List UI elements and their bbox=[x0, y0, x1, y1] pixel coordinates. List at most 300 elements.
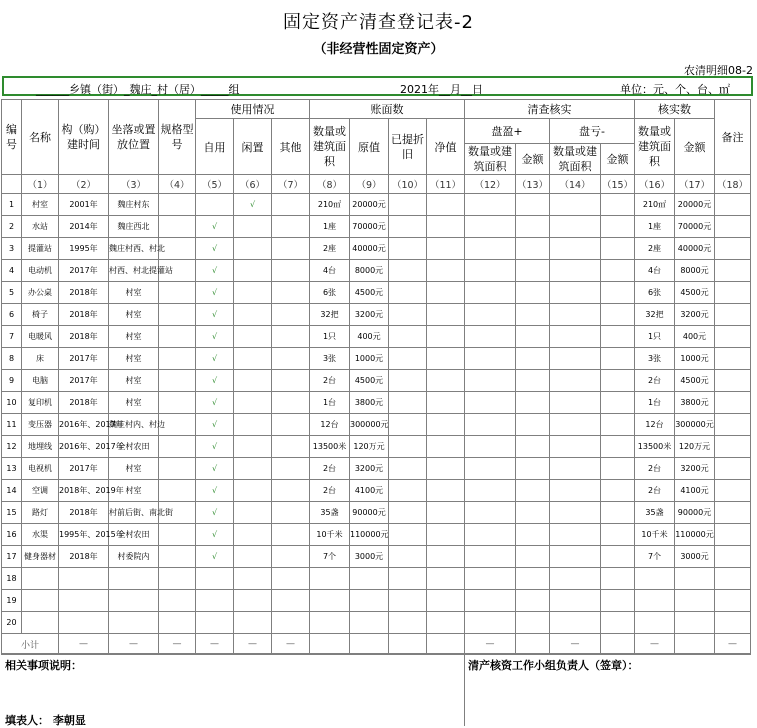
cell-remark[interactable] bbox=[715, 216, 751, 238]
cell-depreciation[interactable] bbox=[389, 546, 427, 568]
cell-remark[interactable] bbox=[715, 480, 751, 502]
cell-deficit-qty[interactable] bbox=[550, 326, 601, 348]
cell-deficit-amount[interactable] bbox=[601, 546, 635, 568]
cell-surplus-qty[interactable] bbox=[465, 414, 516, 436]
cell-spec[interactable] bbox=[159, 282, 196, 304]
cell-net-value[interactable] bbox=[427, 436, 465, 458]
cell-remark[interactable] bbox=[715, 326, 751, 348]
cell-row-no[interactable]: 18 bbox=[2, 568, 22, 590]
cell-other[interactable] bbox=[272, 194, 310, 216]
cell-verified-qty[interactable]: 1座 bbox=[635, 216, 675, 238]
cell-deficit-qty[interactable] bbox=[550, 480, 601, 502]
cell-build-time[interactable]: 2018年 bbox=[59, 326, 109, 348]
cell-remark[interactable] bbox=[715, 502, 751, 524]
cell-idle[interactable] bbox=[234, 568, 272, 590]
cell-spec[interactable] bbox=[159, 326, 196, 348]
cell-row-no[interactable]: 8 bbox=[2, 348, 22, 370]
cell-deficit-qty[interactable] bbox=[550, 282, 601, 304]
cell-book-qty[interactable]: 3张 bbox=[310, 348, 350, 370]
cell-depreciation[interactable] bbox=[389, 238, 427, 260]
cell-build-time[interactable]: 2016年、2017年 bbox=[59, 436, 109, 458]
cell-verified-qty[interactable]: 2台 bbox=[635, 480, 675, 502]
cell-row-no[interactable]: 16 bbox=[2, 524, 22, 546]
cell-deficit-qty[interactable] bbox=[550, 260, 601, 282]
cell-verified-amount[interactable]: 400元 bbox=[675, 326, 715, 348]
cell-row-no[interactable]: 13 bbox=[2, 458, 22, 480]
cell-self-use[interactable]: √ bbox=[196, 480, 234, 502]
cell-book-qty[interactable]: 10千米 bbox=[310, 524, 350, 546]
cell-book-qty[interactable]: 1台 bbox=[310, 392, 350, 414]
cell-surplus-amount[interactable] bbox=[516, 260, 550, 282]
cell-idle[interactable] bbox=[234, 546, 272, 568]
cell-surplus-amount[interactable] bbox=[516, 502, 550, 524]
cell-depreciation[interactable] bbox=[389, 370, 427, 392]
cell-self-use[interactable]: √ bbox=[196, 304, 234, 326]
cell-book-qty[interactable] bbox=[310, 590, 350, 612]
cell-verified-amount[interactable]: 4500元 bbox=[675, 282, 715, 304]
cell-book-qty[interactable]: 2台 bbox=[310, 370, 350, 392]
cell-net-value[interactable] bbox=[427, 480, 465, 502]
cell-asset-name[interactable]: 提灌站 bbox=[22, 238, 59, 260]
cell-verified-qty[interactable]: 210㎡ bbox=[635, 194, 675, 216]
cell-asset-name[interactable]: 电脑 bbox=[22, 370, 59, 392]
cell-depreciation[interactable] bbox=[389, 282, 427, 304]
cell-net-value[interactable] bbox=[427, 216, 465, 238]
cell-verified-amount[interactable]: 3200元 bbox=[675, 458, 715, 480]
cell-net-value[interactable] bbox=[427, 612, 465, 634]
cell-idle[interactable] bbox=[234, 260, 272, 282]
cell-idle[interactable] bbox=[234, 480, 272, 502]
cell-idle[interactable] bbox=[234, 304, 272, 326]
cell-depreciation[interactable] bbox=[389, 612, 427, 634]
cell-orig-value[interactable]: 1000元 bbox=[350, 348, 389, 370]
cell-orig-value[interactable]: 110000元 bbox=[350, 524, 389, 546]
cell-asset-name[interactable]: 电动机 bbox=[22, 260, 59, 282]
cell-self-use[interactable]: √ bbox=[196, 326, 234, 348]
cell-build-time[interactable] bbox=[59, 612, 109, 634]
cell-verified-qty[interactable]: 1台 bbox=[635, 392, 675, 414]
cell-net-value[interactable] bbox=[427, 590, 465, 612]
cell-deficit-amount[interactable] bbox=[601, 304, 635, 326]
cell-depreciation[interactable] bbox=[389, 568, 427, 590]
cell-orig-value[interactable]: 4500元 bbox=[350, 370, 389, 392]
cell-asset-name[interactable] bbox=[22, 590, 59, 612]
cell-deficit-qty[interactable] bbox=[550, 414, 601, 436]
cell-orig-value[interactable]: 400元 bbox=[350, 326, 389, 348]
cell-row-no[interactable]: 14 bbox=[2, 480, 22, 502]
cell-depreciation[interactable] bbox=[389, 216, 427, 238]
cell-surplus-qty[interactable] bbox=[465, 458, 516, 480]
cell-surplus-qty[interactable] bbox=[465, 238, 516, 260]
cell-idle[interactable] bbox=[234, 590, 272, 612]
cell-deficit-amount[interactable] bbox=[601, 370, 635, 392]
cell-deficit-qty[interactable] bbox=[550, 612, 601, 634]
cell-net-value[interactable] bbox=[427, 458, 465, 480]
cell-verified-amount[interactable]: 3200元 bbox=[675, 304, 715, 326]
cell-deficit-amount[interactable] bbox=[601, 568, 635, 590]
cell-location[interactable] bbox=[109, 612, 159, 634]
cell-depreciation[interactable] bbox=[389, 524, 427, 546]
cell-idle[interactable] bbox=[234, 612, 272, 634]
cell-verified-amount[interactable]: 3800元 bbox=[675, 392, 715, 414]
cell-location[interactable]: 全村农田 bbox=[109, 436, 159, 458]
cell-other[interactable] bbox=[272, 502, 310, 524]
cell-build-time[interactable]: 2018年 bbox=[59, 282, 109, 304]
cell-idle[interactable] bbox=[234, 458, 272, 480]
cell-surplus-amount[interactable] bbox=[516, 458, 550, 480]
cell-row-no[interactable]: 20 bbox=[2, 612, 22, 634]
cell-build-time[interactable]: 1995年 bbox=[59, 238, 109, 260]
cell-build-time[interactable]: 2018年 bbox=[59, 502, 109, 524]
cell-surplus-qty[interactable] bbox=[465, 436, 516, 458]
cell-verified-qty[interactable]: 12台 bbox=[635, 414, 675, 436]
cell-build-time[interactable]: 2018年 bbox=[59, 546, 109, 568]
cell-idle[interactable] bbox=[234, 348, 272, 370]
cell-deficit-amount[interactable] bbox=[601, 436, 635, 458]
cell-location[interactable]: 村室 bbox=[109, 326, 159, 348]
cell-self-use[interactable]: √ bbox=[196, 546, 234, 568]
cell-surplus-amount[interactable] bbox=[516, 194, 550, 216]
cell-orig-value[interactable]: 300000元 bbox=[350, 414, 389, 436]
cell-depreciation[interactable] bbox=[389, 458, 427, 480]
cell-surplus-qty[interactable] bbox=[465, 216, 516, 238]
cell-other[interactable] bbox=[272, 458, 310, 480]
cell-other[interactable] bbox=[272, 348, 310, 370]
cell-asset-name[interactable]: 水渠 bbox=[22, 524, 59, 546]
cell-surplus-qty[interactable] bbox=[465, 590, 516, 612]
cell-self-use[interactable]: √ bbox=[196, 216, 234, 238]
cell-deficit-amount[interactable] bbox=[601, 480, 635, 502]
cell-net-value[interactable] bbox=[427, 502, 465, 524]
cell-build-time[interactable]: 2018年、2019年 bbox=[59, 480, 109, 502]
cell-net-value[interactable] bbox=[427, 260, 465, 282]
cell-net-value[interactable] bbox=[427, 194, 465, 216]
cell-surplus-amount[interactable] bbox=[516, 282, 550, 304]
cell-deficit-amount[interactable] bbox=[601, 392, 635, 414]
cell-deficit-qty[interactable] bbox=[550, 194, 601, 216]
cell-asset-name[interactable]: 村室 bbox=[22, 194, 59, 216]
cell-self-use[interactable]: √ bbox=[196, 238, 234, 260]
cell-idle[interactable] bbox=[234, 326, 272, 348]
cell-orig-value[interactable]: 40000元 bbox=[350, 238, 389, 260]
cell-book-qty[interactable]: 13500米 bbox=[310, 436, 350, 458]
cell-book-qty[interactable]: 2台 bbox=[310, 458, 350, 480]
cell-deficit-amount[interactable] bbox=[601, 414, 635, 436]
cell-verified-qty[interactable] bbox=[635, 590, 675, 612]
cell-depreciation[interactable] bbox=[389, 194, 427, 216]
cell-surplus-qty[interactable] bbox=[465, 348, 516, 370]
cell-surplus-amount[interactable] bbox=[516, 370, 550, 392]
cell-deficit-qty[interactable] bbox=[550, 238, 601, 260]
cell-build-time[interactable]: 2017年 bbox=[59, 260, 109, 282]
cell-surplus-qty[interactable] bbox=[465, 612, 516, 634]
cell-self-use[interactable]: √ bbox=[196, 458, 234, 480]
cell-other[interactable] bbox=[272, 524, 310, 546]
cell-deficit-qty[interactable] bbox=[550, 502, 601, 524]
cell-remark[interactable] bbox=[715, 282, 751, 304]
cell-depreciation[interactable] bbox=[389, 590, 427, 612]
cell-spec[interactable] bbox=[159, 194, 196, 216]
cell-deficit-qty[interactable] bbox=[550, 348, 601, 370]
cell-other[interactable] bbox=[272, 370, 310, 392]
cell-surplus-qty[interactable] bbox=[465, 282, 516, 304]
cell-row-no[interactable]: 10 bbox=[2, 392, 22, 414]
cell-verified-qty[interactable] bbox=[635, 612, 675, 634]
cell-remark[interactable] bbox=[715, 348, 751, 370]
cell-verified-amount[interactable]: 4500元 bbox=[675, 370, 715, 392]
cell-remark[interactable] bbox=[715, 524, 751, 546]
cell-self-use[interactable]: √ bbox=[196, 502, 234, 524]
cell-remark[interactable] bbox=[715, 370, 751, 392]
cell-net-value[interactable] bbox=[427, 568, 465, 590]
cell-verified-amount[interactable]: 8000元 bbox=[675, 260, 715, 282]
cell-build-time[interactable]: 2018年 bbox=[59, 392, 109, 414]
cell-idle[interactable] bbox=[234, 370, 272, 392]
cell-location[interactable]: 村室 bbox=[109, 370, 159, 392]
cell-idle[interactable] bbox=[234, 414, 272, 436]
cell-deficit-qty[interactable] bbox=[550, 590, 601, 612]
cell-deficit-amount[interactable] bbox=[601, 348, 635, 370]
cell-spec[interactable] bbox=[159, 392, 196, 414]
cell-verified-qty[interactable]: 10千米 bbox=[635, 524, 675, 546]
cell-spec[interactable] bbox=[159, 436, 196, 458]
cell-book-qty[interactable]: 2台 bbox=[310, 480, 350, 502]
cell-spec[interactable] bbox=[159, 568, 196, 590]
cell-deficit-amount[interactable] bbox=[601, 612, 635, 634]
cell-verified-qty[interactable]: 2台 bbox=[635, 458, 675, 480]
cell-net-value[interactable] bbox=[427, 414, 465, 436]
cell-asset-name[interactable]: 空调 bbox=[22, 480, 59, 502]
cell-depreciation[interactable] bbox=[389, 326, 427, 348]
cell-spec[interactable] bbox=[159, 590, 196, 612]
cell-idle[interactable] bbox=[234, 524, 272, 546]
cell-book-qty[interactable]: 1只 bbox=[310, 326, 350, 348]
cell-asset-name[interactable] bbox=[22, 612, 59, 634]
cell-depreciation[interactable] bbox=[389, 260, 427, 282]
cell-orig-value[interactable]: 3800元 bbox=[350, 392, 389, 414]
cell-self-use[interactable] bbox=[196, 194, 234, 216]
cell-remark[interactable] bbox=[715, 568, 751, 590]
cell-verified-qty[interactable]: 3张 bbox=[635, 348, 675, 370]
cell-orig-value[interactable]: 4500元 bbox=[350, 282, 389, 304]
cell-asset-name[interactable]: 电视机 bbox=[22, 458, 59, 480]
cell-net-value[interactable] bbox=[427, 238, 465, 260]
cell-idle[interactable] bbox=[234, 502, 272, 524]
cell-asset-name[interactable]: 办公桌 bbox=[22, 282, 59, 304]
cell-asset-name[interactable]: 椅子 bbox=[22, 304, 59, 326]
cell-location[interactable]: 村前后街、南北街 bbox=[109, 502, 159, 524]
cell-spec[interactable] bbox=[159, 216, 196, 238]
cell-location[interactable]: 村室 bbox=[109, 392, 159, 414]
cell-row-no[interactable]: 5 bbox=[2, 282, 22, 304]
cell-net-value[interactable] bbox=[427, 370, 465, 392]
cell-location[interactable]: 全村农田 bbox=[109, 524, 159, 546]
cell-location[interactable] bbox=[109, 590, 159, 612]
cell-orig-value[interactable]: 70000元 bbox=[350, 216, 389, 238]
cell-build-time[interactable]: 2018年 bbox=[59, 304, 109, 326]
cell-remark[interactable] bbox=[715, 194, 751, 216]
cell-row-no[interactable]: 3 bbox=[2, 238, 22, 260]
cell-book-qty[interactable]: 6张 bbox=[310, 282, 350, 304]
cell-deficit-amount[interactable] bbox=[601, 216, 635, 238]
cell-net-value[interactable] bbox=[427, 392, 465, 414]
cell-asset-name[interactable]: 电暖风 bbox=[22, 326, 59, 348]
cell-spec[interactable] bbox=[159, 304, 196, 326]
cell-verified-amount[interactable]: 1000元 bbox=[675, 348, 715, 370]
cell-surplus-qty[interactable] bbox=[465, 326, 516, 348]
cell-surplus-amount[interactable] bbox=[516, 568, 550, 590]
cell-other[interactable] bbox=[272, 568, 310, 590]
cell-depreciation[interactable] bbox=[389, 480, 427, 502]
cell-deficit-qty[interactable] bbox=[550, 546, 601, 568]
cell-idle[interactable] bbox=[234, 436, 272, 458]
cell-deficit-qty[interactable] bbox=[550, 370, 601, 392]
cell-location[interactable]: 村室 bbox=[109, 304, 159, 326]
cell-book-qty[interactable]: 210㎡ bbox=[310, 194, 350, 216]
cell-location[interactable]: 村室 bbox=[109, 458, 159, 480]
cell-remark[interactable] bbox=[715, 304, 751, 326]
cell-asset-name[interactable]: 复印机 bbox=[22, 392, 59, 414]
cell-location[interactable]: 村室 bbox=[109, 282, 159, 304]
cell-surplus-amount[interactable] bbox=[516, 392, 550, 414]
cell-book-qty[interactable]: 7个 bbox=[310, 546, 350, 568]
cell-self-use[interactable]: √ bbox=[196, 414, 234, 436]
cell-surplus-amount[interactable] bbox=[516, 590, 550, 612]
cell-orig-value[interactable]: 120万元 bbox=[350, 436, 389, 458]
cell-remark[interactable] bbox=[715, 414, 751, 436]
cell-deficit-qty[interactable] bbox=[550, 524, 601, 546]
cell-net-value[interactable] bbox=[427, 546, 465, 568]
cell-self-use[interactable] bbox=[196, 590, 234, 612]
cell-asset-name[interactable]: 水站 bbox=[22, 216, 59, 238]
cell-spec[interactable] bbox=[159, 370, 196, 392]
cell-depreciation[interactable] bbox=[389, 414, 427, 436]
cell-verified-qty[interactable]: 2台 bbox=[635, 370, 675, 392]
cell-idle[interactable] bbox=[234, 216, 272, 238]
cell-verified-qty[interactable]: 1只 bbox=[635, 326, 675, 348]
cell-verified-qty[interactable]: 32把 bbox=[635, 304, 675, 326]
cell-book-qty[interactable]: 4台 bbox=[310, 260, 350, 282]
cell-deficit-qty[interactable] bbox=[550, 304, 601, 326]
cell-other[interactable] bbox=[272, 436, 310, 458]
cell-spec[interactable] bbox=[159, 612, 196, 634]
cell-deficit-amount[interactable] bbox=[601, 194, 635, 216]
cell-self-use[interactable]: √ bbox=[196, 524, 234, 546]
cell-build-time[interactable] bbox=[59, 590, 109, 612]
cell-book-qty[interactable]: 35盏 bbox=[310, 502, 350, 524]
cell-spec[interactable] bbox=[159, 348, 196, 370]
cell-surplus-qty[interactable] bbox=[465, 480, 516, 502]
cell-self-use[interactable]: √ bbox=[196, 260, 234, 282]
cell-orig-value[interactable]: 3000元 bbox=[350, 546, 389, 568]
cell-build-time[interactable]: 2016年、2017年 bbox=[59, 414, 109, 436]
cell-net-value[interactable] bbox=[427, 524, 465, 546]
cell-orig-value[interactable] bbox=[350, 568, 389, 590]
cell-orig-value[interactable]: 3200元 bbox=[350, 304, 389, 326]
cell-deficit-amount[interactable] bbox=[601, 238, 635, 260]
cell-spec[interactable] bbox=[159, 546, 196, 568]
cell-build-time[interactable] bbox=[59, 568, 109, 590]
cell-spec[interactable] bbox=[159, 524, 196, 546]
cell-asset-name[interactable]: 路灯 bbox=[22, 502, 59, 524]
cell-other[interactable] bbox=[272, 282, 310, 304]
cell-asset-name[interactable] bbox=[22, 568, 59, 590]
cell-surplus-amount[interactable] bbox=[516, 524, 550, 546]
cell-verified-amount[interactable]: 70000元 bbox=[675, 216, 715, 238]
cell-deficit-amount[interactable] bbox=[601, 282, 635, 304]
cell-row-no[interactable]: 1 bbox=[2, 194, 22, 216]
cell-surplus-qty[interactable] bbox=[465, 524, 516, 546]
cell-other[interactable] bbox=[272, 612, 310, 634]
cell-remark[interactable] bbox=[715, 436, 751, 458]
cell-build-time[interactable]: 2017年 bbox=[59, 370, 109, 392]
cell-surplus-amount[interactable] bbox=[516, 326, 550, 348]
cell-deficit-amount[interactable] bbox=[601, 458, 635, 480]
cell-verified-qty[interactable]: 2座 bbox=[635, 238, 675, 260]
cell-net-value[interactable] bbox=[427, 326, 465, 348]
cell-location[interactable]: 村室 bbox=[109, 348, 159, 370]
cell-deficit-amount[interactable] bbox=[601, 590, 635, 612]
cell-remark[interactable] bbox=[715, 612, 751, 634]
cell-row-no[interactable]: 17 bbox=[2, 546, 22, 568]
cell-remark[interactable] bbox=[715, 238, 751, 260]
cell-surplus-qty[interactable] bbox=[465, 370, 516, 392]
cell-row-no[interactable]: 4 bbox=[2, 260, 22, 282]
cell-build-time[interactable]: 2017年 bbox=[59, 458, 109, 480]
cell-surplus-amount[interactable] bbox=[516, 480, 550, 502]
cell-self-use[interactable] bbox=[196, 568, 234, 590]
cell-location[interactable] bbox=[109, 568, 159, 590]
cell-surplus-amount[interactable] bbox=[516, 216, 550, 238]
cell-build-time[interactable]: 2017年 bbox=[59, 348, 109, 370]
cell-verified-qty[interactable]: 35盏 bbox=[635, 502, 675, 524]
cell-orig-value[interactable]: 90000元 bbox=[350, 502, 389, 524]
cell-surplus-qty[interactable] bbox=[465, 568, 516, 590]
cell-deficit-qty[interactable] bbox=[550, 458, 601, 480]
cell-self-use[interactable] bbox=[196, 612, 234, 634]
cell-verified-qty[interactable]: 4台 bbox=[635, 260, 675, 282]
cell-verified-amount[interactable]: 4100元 bbox=[675, 480, 715, 502]
cell-net-value[interactable] bbox=[427, 348, 465, 370]
cell-surplus-amount[interactable] bbox=[516, 304, 550, 326]
cell-surplus-amount[interactable] bbox=[516, 612, 550, 634]
cell-other[interactable] bbox=[272, 392, 310, 414]
cell-row-no[interactable]: 6 bbox=[2, 304, 22, 326]
cell-idle[interactable] bbox=[234, 392, 272, 414]
cell-surplus-qty[interactable] bbox=[465, 502, 516, 524]
cell-row-no[interactable]: 2 bbox=[2, 216, 22, 238]
cell-build-time[interactable]: 2014年 bbox=[59, 216, 109, 238]
cell-row-no[interactable]: 9 bbox=[2, 370, 22, 392]
cell-verified-amount[interactable]: 20000元 bbox=[675, 194, 715, 216]
cell-verified-amount[interactable]: 300000元 bbox=[675, 414, 715, 436]
cell-book-qty[interactable]: 12台 bbox=[310, 414, 350, 436]
cell-book-qty[interactable] bbox=[310, 612, 350, 634]
cell-depreciation[interactable] bbox=[389, 348, 427, 370]
cell-deficit-qty[interactable] bbox=[550, 216, 601, 238]
cell-book-qty[interactable] bbox=[310, 568, 350, 590]
cell-depreciation[interactable] bbox=[389, 502, 427, 524]
cell-asset-name[interactable]: 变压器 bbox=[22, 414, 59, 436]
cell-orig-value[interactable] bbox=[350, 590, 389, 612]
cell-depreciation[interactable] bbox=[389, 304, 427, 326]
cell-row-no[interactable]: 19 bbox=[2, 590, 22, 612]
cell-row-no[interactable]: 15 bbox=[2, 502, 22, 524]
cell-other[interactable] bbox=[272, 480, 310, 502]
cell-self-use[interactable]: √ bbox=[196, 370, 234, 392]
cell-row-no[interactable]: 7 bbox=[2, 326, 22, 348]
cell-remark[interactable] bbox=[715, 458, 751, 480]
